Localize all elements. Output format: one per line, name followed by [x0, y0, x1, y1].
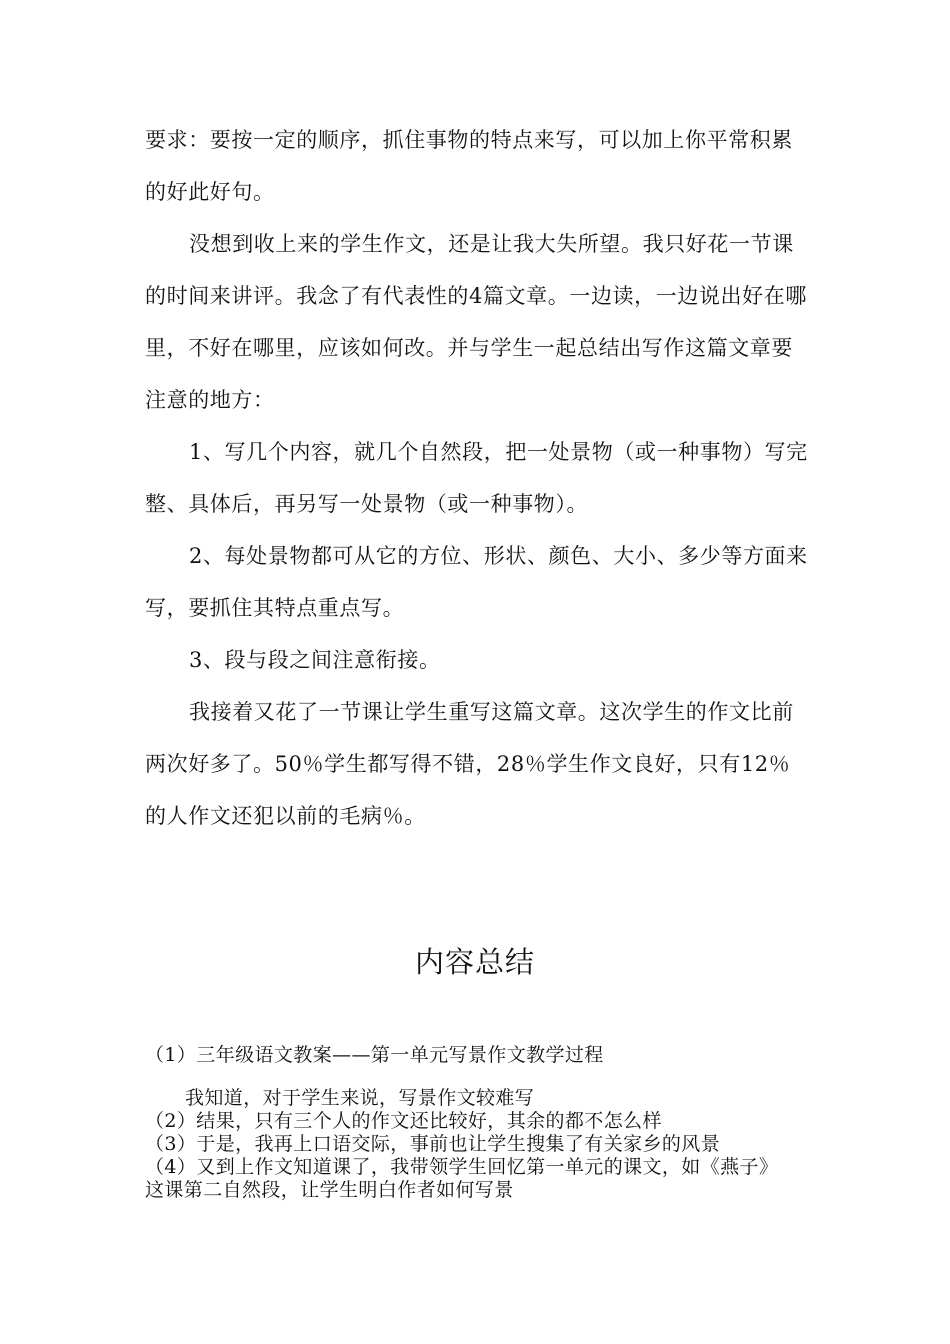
- paragraph-review: 没想到收上来的学生作文，还是让我大失所望。我只好花一节课的时间来讲评。我念了有代表性的4篇文章。一边读，一边说出好在哪里，不好在哪里，应该如何改。并与学生一起总结出写作这篇文章要注意的地方：: [145, 232, 807, 412]
- paragraph-requirement: 要求：要按一定的顺序，抓住事物的特点来写，可以加上你平常积累的好此好句。: [145, 128, 793, 204]
- paragraph-point-1: 1、写几个内容，就几个自然段，把一处景物（或一种事物）写完整、具体后，再另写一处景物（或一种事物）。: [145, 440, 808, 516]
- summary-item-1: （1）三年级语文教案——第一单元写景作文教学过程: [145, 1044, 604, 1066]
- paragraph-point-2: 2、每处景物都可从它的方位、形状、颜色、大小、多少等方面来写，要抓住其特点重点写。: [145, 544, 808, 620]
- summary-item-3: （3）于是，我再上口语交际，事前也让学生搜集了有关家乡的风景: [145, 1133, 721, 1155]
- summary-note: 我知道，对于学生来说，写景作文较难写: [185, 1087, 535, 1109]
- summary-item-2: （2）结果，只有三个人的作文还比较好，其余的都不怎么样: [145, 1110, 662, 1132]
- summary-item-4: （4）又到上作文知道课了，我带领学生回忆第一单元的课文，如《燕子》这课第二自然段，让学生明白作者如何写景: [145, 1156, 779, 1201]
- summary-section: [145, 1044, 795, 1202]
- body-text: [145, 114, 810, 842]
- paragraph-result: 我接着又花了一节课让学生重写这篇文章。这次学生的作文比前两次好多了。50％学生都写得不错，28％学生作文良好，只有12％的人作文还犯以前的毛病％。: [145, 700, 794, 828]
- paragraph-point-3: 3、段与段之间注意衔接。: [189, 648, 441, 672]
- summary-title: 内容总结: [414, 945, 535, 979]
